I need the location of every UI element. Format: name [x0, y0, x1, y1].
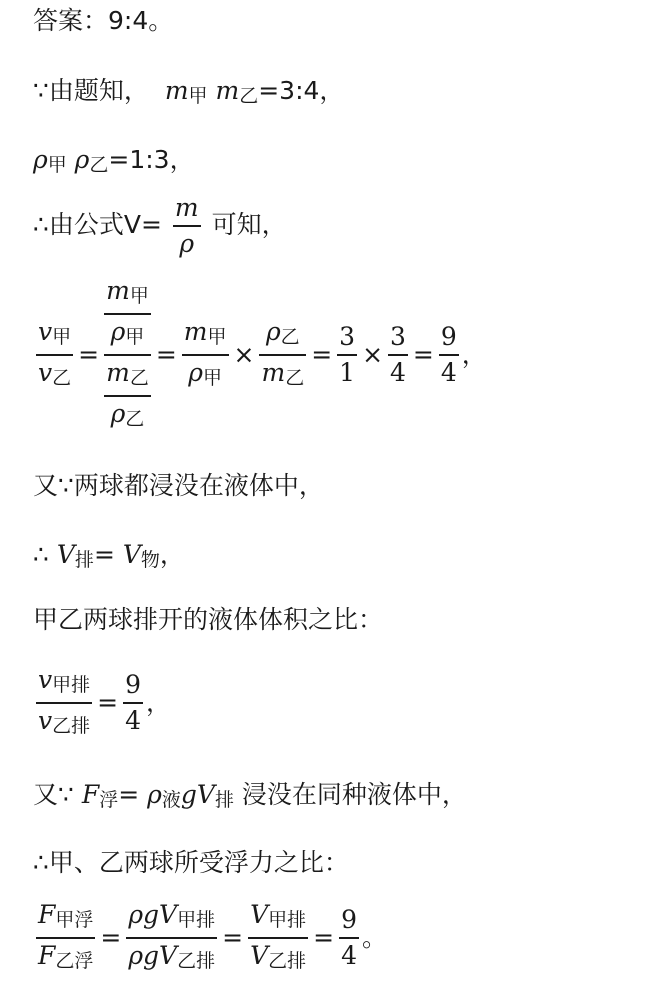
displaced-ratio-label: 甲乙两球排开的液体体积之比：: [33, 605, 384, 634]
can-know-text: 可知，: [211, 210, 287, 239]
buoyancy-ratio-label: ∴甲、乙两球所受浮力之比：: [33, 848, 349, 877]
buoyancy-formula-line: 又∵ F浮= ρ液gV排 浸没在同种液体中，: [33, 780, 467, 811]
both-submerged-line: 又∵两球都浸没在液体中，: [33, 471, 324, 500]
displaced-equals-object-line: ∴ V排= V物，: [33, 540, 185, 571]
m-jia: m甲: [164, 76, 208, 107]
v-jia-over-v-yi: $\frac{\text{v甲}}{\text{v乙}}$: [38, 317, 72, 389]
nine-over-four: $\frac{9}{4}$: [440, 322, 457, 387]
f-jia-over-f-yi: $\frac{\text{F甲浮}}{\text{F乙浮}}$: [38, 900, 94, 972]
answer-line: 答案：9:4。: [33, 6, 174, 35]
density-ratio-value: =1:3，: [108, 145, 195, 174]
v-pai-ratio: $\frac{\text{V甲排}}{\text{V乙排}}$: [250, 900, 307, 972]
complex-fraction: $\frac{\frac{\text{m甲}}{\text{ρ甲}}}{\frac{\text{m乙}}{\text{ρ乙}}}$: [106, 276, 149, 430]
rho-yi: ρ乙: [74, 145, 109, 176]
volume-formula-line: [33, 193, 287, 259]
buoyancy-ratio-line: $\frac{\text{F甲浮}}{\text{F乙浮}}$ = $\frac{\text{ρgV甲排}}{\text{ρgV乙排}}$ = $\frac{\text{V甲排}}{\text{V乙排}}$ = $\frac{9}{4}$ 。: [33, 900, 387, 976]
mass-ratio-value: =3:4，: [258, 76, 345, 105]
volume-ratio-derivation: $\frac{\text{v甲}}{\text{v乙}}$ = $\frac{\frac{\text{m甲}}{\text{ρ甲}}}{\frac{\text{m乙}}{\text{ρ乙}}}$ = $\frac{\text{m甲}}{\text{ρ甲}}$ × $\frac{\text{ρ乙}}{\text{m乙}}$ = $\frac{3}{1}$ × $\frac{3}{4}$ = $\frac{9}{4}$ ，: [33, 275, 487, 435]
displaced-ratio-line: $\frac{\text{v甲排}}{\text{v乙排}}$ = $\frac{9}{4}$ ，: [33, 665, 171, 741]
rho-g-v-ratio: $\frac{\text{ρgV甲排}}{\text{ρgV乙排}}$: [128, 900, 216, 972]
rho-jia: ρ甲: [33, 145, 67, 176]
three-over-one: $\frac{3}{1}$: [339, 322, 356, 387]
v-jia-pai-over-v-yi-pai: $\frac{\text{v甲排}}{\text{v乙排}}$: [38, 665, 91, 737]
nine-over-four-c: $\frac{9}{4}$: [341, 905, 358, 970]
rho-yi-over-m-yi: $\frac{\text{ρ乙}}{\text{m乙}}$: [261, 317, 305, 389]
mass-ratio-line: [33, 76, 344, 111]
density-ratio-line: [33, 145, 195, 180]
nine-over-four-b: $\frac{9}{4}$: [125, 670, 141, 735]
therefore-text: ∴由公式V=: [33, 210, 162, 239]
m-yi: m乙: [215, 76, 259, 107]
three-over-four: $\frac{3}{4}$: [390, 322, 406, 387]
m-over-rho-fraction: $\frac{m}{\rho}$: [174, 193, 199, 258]
m-jia-over-rho-jia: $\frac{\text{m甲}}{\text{ρ甲}}$: [183, 317, 227, 389]
because-text: ∵由题知，: [33, 76, 149, 105]
